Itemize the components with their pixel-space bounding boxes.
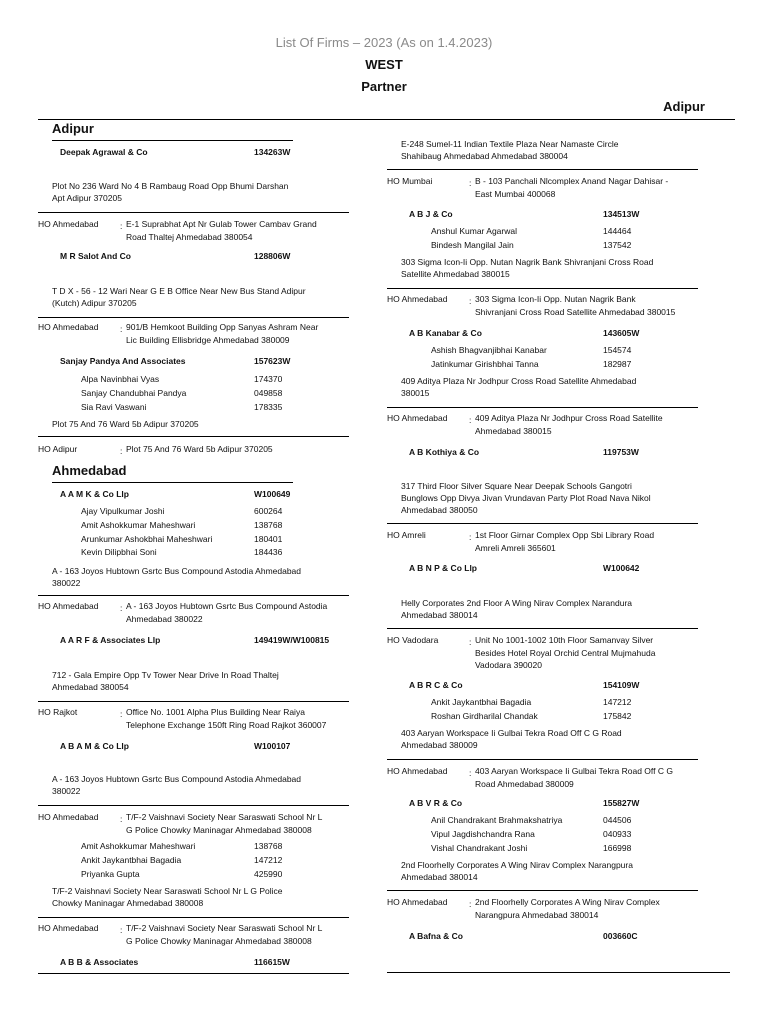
head-office-address: E-1 Suprabhat Apt Nr Gulab Tower Cambav Grand (126, 219, 317, 229)
head-office-label: HO Amreli (387, 530, 426, 540)
colon-separator: : (469, 415, 472, 425)
city-underline (52, 482, 293, 483)
firm-address: 2nd Floorhelly Corporates A Wing Nirav Complex Narangpura (401, 860, 633, 870)
partner-membership-no: 147212 (603, 697, 632, 707)
head-office-block (38, 218, 317, 242)
partner-name: Anshul Kumar Agarwal (431, 226, 517, 236)
partner-name: Anil Chandrakant Brahmakshatriya (431, 815, 563, 825)
head-office-block (38, 922, 323, 946)
row-divider (38, 212, 349, 213)
firm-registration-no: 134513W (603, 209, 640, 219)
partner-name: Sanjay Chandubhai Pandya (81, 388, 187, 398)
partner-name: Ankit Jaykantbhai Bagadia (431, 697, 532, 707)
head-office-label: HO Adipur (38, 444, 78, 454)
firm-registration-no: 154109W (603, 680, 640, 690)
partner-membership-no: 044506 (603, 815, 632, 825)
head-office-label: HO Ahmedabad (38, 601, 99, 611)
firm-name: A Bafna & Co (409, 931, 463, 941)
header-divider (38, 119, 735, 120)
partner-name: Bindesh Mangilal Jain (431, 240, 514, 250)
head-office-address: Road Ahmedabad 380009 (475, 778, 574, 789)
row-divider (38, 701, 349, 702)
partner-membership-no: 175842 (603, 711, 632, 721)
head-office-label: HO Mumbai (387, 176, 433, 186)
colon-separator: : (120, 446, 123, 456)
row-divider (387, 407, 698, 408)
head-office-address: G Police Chowky Maninagar Ahmedabad 380008 (126, 935, 312, 946)
colon-separator: : (120, 603, 123, 613)
head-office-label: HO Rajkot (38, 707, 78, 717)
firm-registration-no: 128806W (254, 251, 291, 261)
head-office-address: Besides Hotel Royal Orchid Central Mujmahuda (475, 647, 656, 658)
document-title: List Of Firms – 2023 (As on 1.4.2023) (275, 35, 493, 50)
head-office-address: Ahmedabad 380015 (475, 425, 552, 436)
firm-address: 403 Aaryan Workspace Ii Gulbai Tekra Road Off C G Road (401, 728, 622, 738)
head-office-block (387, 529, 655, 553)
firm-name: M R Salot And Co (60, 251, 131, 261)
firm-address: Helly Corporates 2nd Floor A Wing Nirav Complex Narandura (401, 598, 633, 608)
firm-name: A B J & Co (409, 209, 453, 219)
head-office-address: A - 163 Joyos Hubtown Gsrtc Bus Compound Astodia (126, 601, 328, 611)
head-office-address: Road Thaltej Ahmedabad 380054 (126, 231, 253, 242)
colon-separator: : (469, 178, 472, 188)
row-divider (387, 523, 698, 524)
firm-address: 317 Third Floor Silver Square Near Deepak Schools Gangotri (401, 481, 632, 491)
partner-membership-no: 174370 (254, 374, 283, 384)
firm-name: A B B & Associates (60, 957, 139, 967)
head-office-block (387, 175, 669, 199)
firm-address: Shahibaug Ahmedabad Ahmedabad 380004 (401, 151, 568, 161)
head-office-block (38, 811, 323, 835)
partner-membership-no: 166998 (603, 843, 632, 853)
firm-registration-no: W100642 (603, 563, 640, 573)
row-divider (387, 890, 698, 891)
head-office-address: 409 Aditya Plaza Nr Jodhpur Cross Road Satellite (475, 413, 663, 423)
head-office-address: T/F-2 Vaishnavi Society Near Saraswati School Nr L (126, 812, 323, 822)
head-office-address: 1st Floor Girnar Complex Opp Sbi Library Road (475, 530, 655, 540)
row-divider (38, 973, 349, 974)
head-office-label: HO Ahmedabad (387, 294, 448, 304)
firm-address: A - 163 Joyos Hubtown Gsrtc Bus Compound Astodia Ahmedabad (52, 566, 302, 576)
firm-address: Ahmedabad 380014 (401, 872, 478, 882)
row-divider (38, 317, 349, 318)
colon-separator: : (120, 709, 123, 719)
head-office-label: HO Ahmedabad (38, 322, 99, 332)
head-office-address: Lic Building Ellisbridge Ahmedabad 380009 (126, 334, 290, 345)
firm-address: Ahmedabad 380050 (401, 505, 478, 515)
colon-separator: : (469, 532, 472, 542)
row-divider (38, 595, 349, 596)
firm-name: A B N P & Co Llp (409, 563, 477, 573)
firm-address: A - 163 Joyos Hubtown Gsrtc Bus Compound Astodia Ahmedabad (52, 774, 302, 784)
head-office-block (38, 443, 273, 456)
head-office-address: Plot 75 And 76 Ward 5b Adipur 370205 (126, 444, 273, 454)
firm-registration-no: 155827W (603, 798, 640, 808)
partner-name: Amit Ashokkumar Maheshwari (81, 841, 196, 851)
colon-separator: : (469, 768, 472, 778)
head-office-block (387, 896, 660, 920)
head-office-address: 303 Sigma Icon-Ii Opp. Nutan Nagrik Bank (475, 294, 636, 304)
partner-membership-no: 600264 (254, 506, 283, 516)
firm-name: A B Kanabar & Co (409, 328, 482, 338)
colon-separator: : (120, 925, 123, 935)
partner-name: Alpa Navinbhai Vyas (81, 374, 160, 384)
row-divider (38, 805, 349, 806)
firm-name: A B R C & Co (409, 680, 463, 690)
row-divider (387, 288, 698, 289)
firm-address: (Kutch) Adipur 370205 (52, 298, 137, 308)
head-office-address: Office No. 1001 Alpha Plus Building Near Raiya (126, 707, 305, 717)
colon-separator: : (469, 899, 472, 909)
firm-address: Satellite Ahmedabad 380015 (401, 269, 510, 279)
head-office-address: 2nd Floorhelly Corporates A Wing Nirav Complex (475, 897, 660, 907)
partner-membership-no: 144464 (603, 226, 632, 236)
partner-name: Jatinkumar Girishbhai Tanna (431, 359, 539, 369)
firm-address: Ahmedabad 380054 (52, 682, 129, 692)
row-divider (38, 917, 349, 918)
head-office-address: B - 103 Panchali Nlcomplex Anand Nagar Dahisar - (475, 176, 669, 186)
firm-registration-no: 119753W (603, 447, 639, 457)
row-divider (38, 436, 349, 437)
head-office-block (38, 600, 328, 624)
firm-address: 380022 (52, 786, 81, 796)
firm-name: A B A M & Co Llp (60, 741, 129, 751)
firm-address: 380022 (52, 578, 81, 588)
firm-registration-no: 116615W (254, 957, 290, 967)
partner-membership-no: 138768 (254, 520, 283, 530)
partner-membership-no: 182987 (603, 359, 632, 369)
partner-membership-no: 138768 (254, 841, 283, 851)
firm-name: A A M K & Co Llp (60, 489, 129, 499)
head-office-address: Shivranjani Cross Road Satellite Ahmedabad 380015 (475, 306, 676, 317)
row-divider (387, 972, 730, 973)
firm-address: Plot No 236 Ward No 4 B Rambaug Road Opp Bhumi Darshan (52, 181, 289, 191)
firm-registration-no: 157623W (254, 356, 291, 366)
partner-membership-no: 040933 (603, 829, 632, 839)
head-office-address: Vadodara 390020 (475, 660, 542, 670)
firm-name: A B V R & Co (409, 798, 463, 808)
firm-address: T D X - 56 - 12 Wari Near G E B Office Near New Bus Stand Adipur (52, 286, 306, 296)
partner-name: Roshan Girdharilal Chandak (431, 711, 538, 721)
partner-membership-no: 184436 (254, 547, 283, 557)
city-heading-ahmedabad: Ahmedabad (52, 463, 127, 478)
head-office-label: HO Ahmedabad (38, 923, 99, 933)
partner-name: Ankit Jaykantbhai Bagadia (81, 855, 182, 865)
firm-registration-no: W100107 (254, 741, 291, 751)
partner-membership-no: 154574 (603, 345, 632, 355)
city-underline (52, 140, 293, 141)
partner-membership-no: 180401 (254, 534, 283, 544)
partner-name: Priyanka Gupta (81, 869, 140, 879)
head-office-address: T/F-2 Vaishnavi Society Near Saraswati School Nr L (126, 923, 323, 933)
partner-name: Kevin Dilipbhai Soni (81, 547, 157, 557)
head-office-address: 403 Aaryan Workspace Ii Gulbai Tekra Road Off C G (475, 766, 673, 776)
region-heading: WEST (365, 57, 403, 72)
colon-separator: : (469, 296, 472, 306)
partner-name: Sia Ravi Vaswani (81, 402, 147, 412)
head-office-address: G Police Chowky Maninagar Ahmedabad 380008 (126, 824, 312, 835)
head-office-address: Narangpura Ahmedabad 380014 (475, 909, 599, 920)
head-office-label: HO Vadodara (387, 635, 439, 645)
partner-name: Ashish Bhagvanjibhai Kanabar (431, 345, 547, 355)
firm-registration-no: 134263W (254, 147, 291, 157)
head-office-label: HO Ahmedabad (387, 766, 448, 776)
row-divider (387, 628, 698, 629)
firm-address: 712 - Gala Empire Opp Tv Tower Near Drive In Road Thaltej (52, 670, 279, 680)
partner-membership-no: 425990 (254, 869, 283, 879)
firm-address: E-248 Sumel-11 Indian Textile Plaza Near Namaste Circle (401, 139, 619, 149)
firm-address: 380015 (401, 388, 430, 398)
partner-name: Arunkumar Ashokbhai Maheshwari (81, 534, 213, 544)
city-heading-adipur: Adipur (52, 121, 94, 136)
partner-name: Ajay Vipulkumar Joshi (81, 506, 165, 516)
head-office-address: 901/B Hemkoot Building Opp Sanyas Ashram Near (126, 322, 319, 332)
firm-name: A B Kothiya & Co (409, 447, 480, 457)
firm-name: Sanjay Pandya And Associates (60, 356, 186, 366)
colon-separator: : (120, 324, 123, 334)
partner-membership-no: 137542 (603, 240, 632, 250)
firm-address: Plot 75 And 76 Ward 5b Adipur 370205 (52, 419, 199, 429)
colon-separator: : (120, 221, 123, 231)
head-office-label: HO Ahmedabad (387, 897, 448, 907)
colon-separator: : (120, 814, 123, 824)
head-office-block (38, 321, 319, 345)
partner-name: Amit Ashokkumar Maheshwari (81, 520, 196, 530)
colon-separator: : (469, 637, 472, 647)
firm-address: 303 Sigma Icon-Ii Opp. Nutan Nagrik Bank Shivranjani Cross Road (401, 257, 654, 267)
head-office-address: Amreli Amreli 365601 (475, 542, 556, 553)
head-office-label: HO Ahmedabad (38, 219, 99, 229)
head-office-block (38, 706, 327, 730)
firm-name: A A R F & Associates Llp (60, 635, 161, 645)
firm-address: Apt Adipur 370205 (52, 193, 122, 203)
head-office-block (387, 412, 663, 436)
head-office-label: HO Ahmedabad (38, 812, 99, 822)
firm-address: T/F-2 Vaishnavi Society Near Saraswati School Nr L G Police (52, 886, 283, 896)
head-office-block (387, 765, 673, 789)
row-divider (387, 759, 698, 760)
firm-registration-no: 143605W (603, 328, 640, 338)
partner-name: Vipul Jagdishchandra Rana (431, 829, 535, 839)
firm-address: Ahmedabad 380014 (401, 610, 478, 620)
partner-name: Vishal Chandrakant Joshi (431, 843, 528, 853)
firm-address: Ahmedabad 380009 (401, 740, 478, 750)
head-office-address: East Mumbai 400068 (475, 188, 556, 199)
head-office-block (387, 293, 676, 317)
firm-registration-no: 149419W/W100815 (254, 635, 330, 645)
firm-address: Bunglows Opp Divya Jivan Vrundavan Party Plot Road Nava Nikol (401, 493, 651, 503)
firm-registration-no: W100649 (254, 489, 291, 499)
firm-registration-no: 003660C (603, 931, 638, 941)
head-office-address: Unit No 1001-1002 10th Floor Samanvay Silver (475, 635, 654, 645)
partner-membership-no: 147212 (254, 855, 283, 865)
firm-address: Chowky Maninagar Ahmedabad 380008 (52, 898, 204, 908)
head-office-block (387, 634, 656, 670)
head-office-label: HO Ahmedabad (387, 413, 448, 423)
firm-address: 409 Aditya Plaza Nr Jodhpur Cross Road Satellite Ahmedabad (401, 376, 637, 386)
partner-membership-no: 049858 (254, 388, 283, 398)
firm-name: Deepak Agrawal & Co (60, 147, 148, 157)
head-office-address: Ahmedabad 380022 (126, 613, 203, 624)
partner-membership-no: 178335 (254, 402, 283, 412)
row-divider (387, 169, 698, 170)
category-heading: Partner (361, 79, 407, 94)
page-city-heading: Adipur (663, 99, 705, 114)
head-office-address: Telephone Exchange 150ft Ring Road Rajkot 360007 (126, 719, 327, 730)
